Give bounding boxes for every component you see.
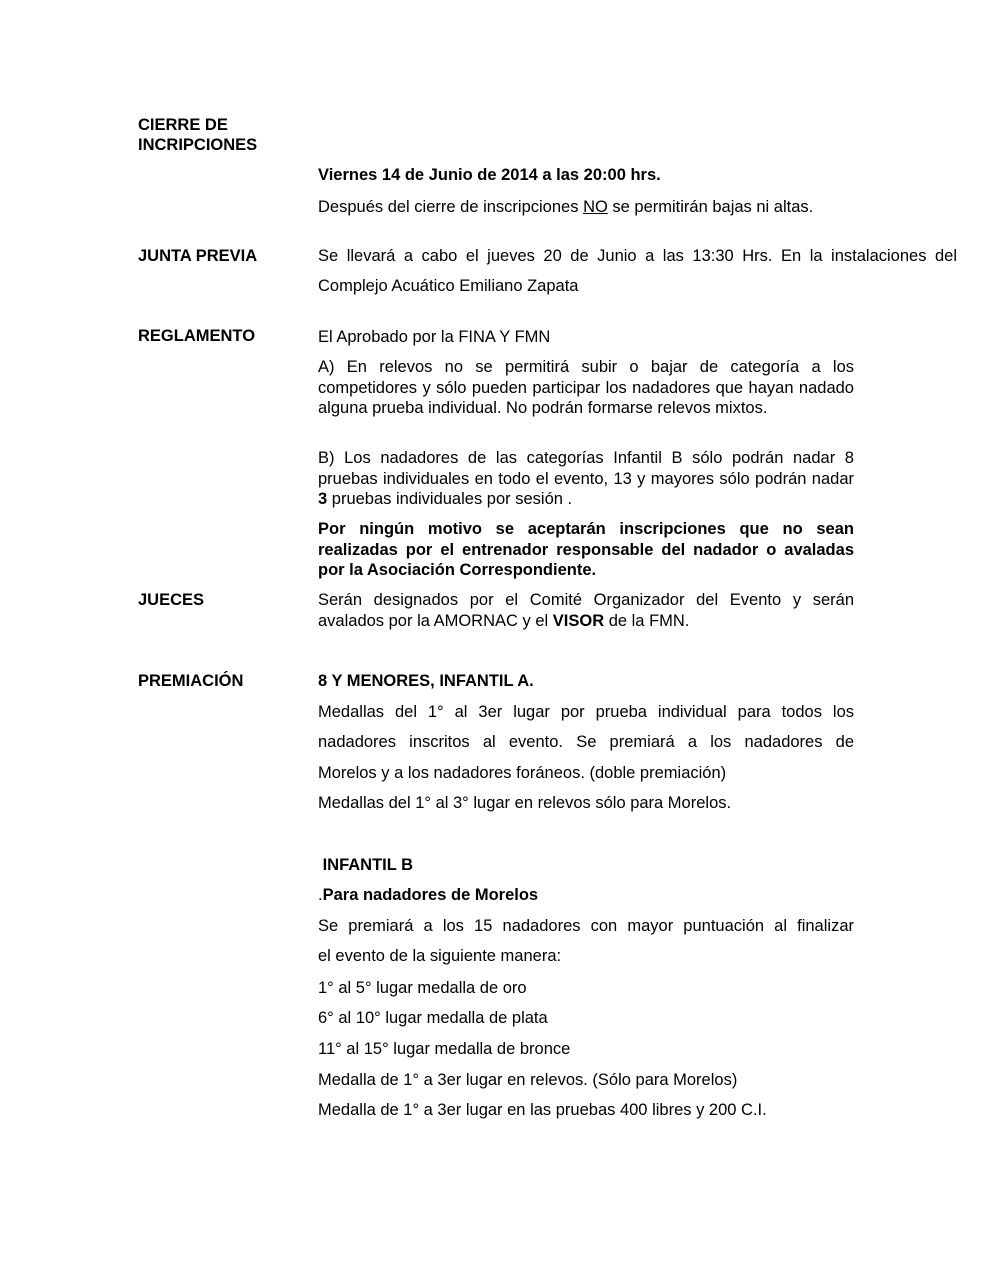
cierre-label-line-2: INCRIPCIONES — [138, 136, 258, 154]
premiacion-b-dot: . — [318, 886, 323, 904]
premiacion-b-line-4: 6° al 10° lugar medalla de plata — [318, 1009, 548, 1027]
reglamento-rule-a: A) En relevos no se permitirá subir o bajar de categoría a los competidores y sólo pueden participar los nadadores que hayan nadado alguna prueba individual. No podrán formarse relevos mixtos. — [318, 358, 854, 417]
premiacion-b-line-6: Medalla de 1° a 3er lugar en relevos. (Sólo para Morelos) — [318, 1071, 738, 1089]
premiacion-b-line-1: Se premiará a los 15 nadadores con mayor puntuación al finalizar — [318, 917, 854, 935]
junta-line-1: Se llevará a cabo el jueves 20 de Junio a las 13:30 Hrs. En la instalaciones del — [318, 247, 957, 265]
jueces-text-pre: Serán designados por el Comité Organizador del Evento y serán avalados por la AMORNAC y el — [318, 591, 854, 630]
rule-b-post: pruebas individuales por sesión . — [327, 490, 573, 508]
premiacion-b-line-7: Medalla de 1° a 3er lugar en las pruebas 400 libres y 200 C.I. — [318, 1101, 767, 1119]
reglamento-rule-b — [318, 448, 854, 510]
jueces-text-post: de la FMN. — [604, 611, 690, 630]
jueces-text-bold: VISOR — [552, 611, 605, 630]
premiacion-a-line-4: Medallas del 1° al 3° lugar en relevos sólo para Morelos. — [318, 794, 732, 812]
cierre-note-post: se permitirán bajas ni altas. — [607, 198, 814, 216]
cierre-date: Viernes 14 de Junio de 2014 a las 20:00 hrs. — [318, 166, 661, 184]
jueces-text — [318, 590, 854, 631]
cierre-note — [318, 197, 813, 217]
cierre-label-line-1: CIERRE DE — [138, 116, 228, 134]
premiacion-category-b: INFANTIL B — [318, 856, 414, 874]
cierre-label — [138, 115, 257, 155]
cierre-note-no: NO — [583, 198, 608, 216]
premiacion-b-line-3: 1° al 5° lugar medalla de oro — [318, 979, 527, 997]
reglamento-warning: Por ningún motivo se aceptarán inscripciones que no sean realizadas por el entrenador responsable del nadador o avaladas por la Asociación Correspondiente. — [318, 520, 854, 579]
premiacion-a-line-2: nadadores inscritos al evento. Se premiará a los nadadores de — [318, 733, 854, 751]
junta-label: JUNTA PREVIA — [138, 247, 258, 265]
rule-b-pre: B) Los nadadores de las categorías Infantil B sólo podrán nadar 8 pruebas individuales en todo el evento, 13 y mayores sólo podrán nadar — [318, 449, 854, 488]
premiacion-b-subtitle — [318, 885, 538, 905]
premiacion-b-line-5: 11° al 15° lugar medalla de bronce — [318, 1040, 571, 1058]
premiacion-a-line-1: Medallas del 1° al 3er lugar por prueba individual para todos los — [318, 703, 854, 721]
premiacion-category-a: 8 Y MENORES, INFANTIL A. — [318, 672, 534, 690]
premiacion-b-sub: Para nadadores de Morelos — [322, 886, 539, 904]
cierre-note-pre: Después del cierre de inscripciones — [318, 198, 584, 216]
premiacion-b-line-2: el evento de la siguiente manera: — [318, 947, 562, 965]
premiacion-label: PREMIACIÓN — [138, 672, 244, 690]
jueces-label: JUECES — [138, 591, 205, 609]
premiacion-a-line-3: Morelos y a los nadadores foráneos. (doble premiación) — [318, 764, 727, 782]
reglamento-intro: El Aprobado por la FINA Y FMN — [318, 328, 551, 346]
junta-line-2: Complejo Acuático Emiliano Zapata — [318, 277, 579, 295]
rule-b-bold: 3 — [318, 490, 328, 508]
reglamento-label: REGLAMENTO — [138, 327, 256, 345]
